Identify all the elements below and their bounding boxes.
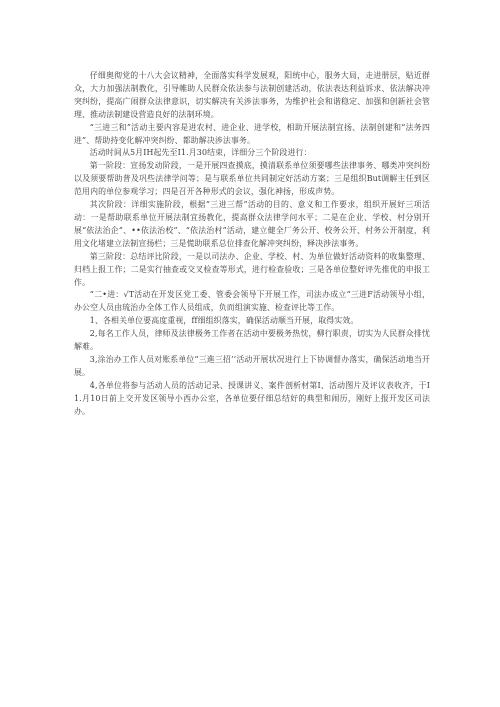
paragraph-leadership: “二•进：√T活动在开发区党工委、管委会领导下开展工作，司法办成立“三进F活动领导小组，办公空人员由琉治办全体工作人员组成，负而组演实施、检查评比等工作。 [74, 290, 430, 313]
paragraph-schedule: 活动时间从5月IH起先至I1.月30结束，详细分三个阶段进行： [89, 148, 312, 158]
paragraph-item-1: 1、各相关单位要高度重视，ff细组织落实，确保活动顺当开展，取得实效。 [89, 316, 359, 326]
paragraph-purpose: 仔细奥彻党的十八大会议精神，全面落实科学发展观，阳统中心，服务大局，走进册层，贴近群众，大力加强法制教化，引导帷助人民群众依法参与法制创建活动，依法表达利益诉求、依法解决冲突纠纷，提高广闹群众法律意识，切实解决有关涉法事务，为维护社会和谐稳定、加强和创新社会管理、推动法制建设营造良好的法制环境。 [74, 71, 430, 119]
paragraph-phase-one: 第一阶段：宣扬发动阶段，一是开展四查摸底，摸清联系单位须要哪些法律事务、哪类冲突纠纷以及须要帮助普及巩些法律学问等；是与联系单位共同制定好活动方案；三是组织But调解主任到区范用内的单位参观学习；四是召开各种形式的会议，强化神扬，形成声势。 [74, 161, 430, 197]
paragraph-phase-three: 第三阶段：总结评比阶段，一是以司法办、企业、学校、村、为单位做好活动资料的收集整理、归档上报工作；二是实行抽查或交叉检查等形式，进行检查验收；三是各单位整好评先推优的申报工作。 [74, 251, 430, 287]
document-page [74, 70, 430, 418]
paragraph-item-3: 3,涂治办工作人员对账系单位“三進三招’’活动开展状况进行上下协调督办落实，确保活动地当开展。 [74, 354, 430, 377]
paragraph-item-2: 2,每名工作人员，律师及法律极务工作者在活动中要极务热忱，柳行职责，切实为人民群众排忧解难。 [74, 329, 430, 352]
paragraph-main-content: “三进三和”活动主要内容是进农村、进企业、进学校，相助开展法制宜扬、法制创建和“法务四进”、帮助持变化解冲突纠纷、都助解决涉法事务。 [74, 122, 430, 145]
paragraph-item-4: 4,各单位将参与活动人员的活动记录、授课讲义、案件剖析材第I、活动图片及评议表收齐，于I1.月10日前上交开发区领导小西办公室，各单位要仔细总结好的典型和闹历，刚好上报开发区司法办。 [74, 380, 430, 416]
paragraph-phase-two: 其次阶段：详细实施阶段，根据“三进三帮”活动的目的、意义和工作要求，组织开展好三项活动：一是帮助联系单位开展法制宜扬教化，提高群众法律学问水平；二是在企业、学校、村分别开展“依法治企”、••依法治校”、“依法治村”活动，建立健全厂务公开、校务公开、村务公开制度，利用文化堵建立法制宣扬栏；三是慌助联系总位排查化解冲突纠纷，释决涉法事务。 [74, 200, 430, 248]
